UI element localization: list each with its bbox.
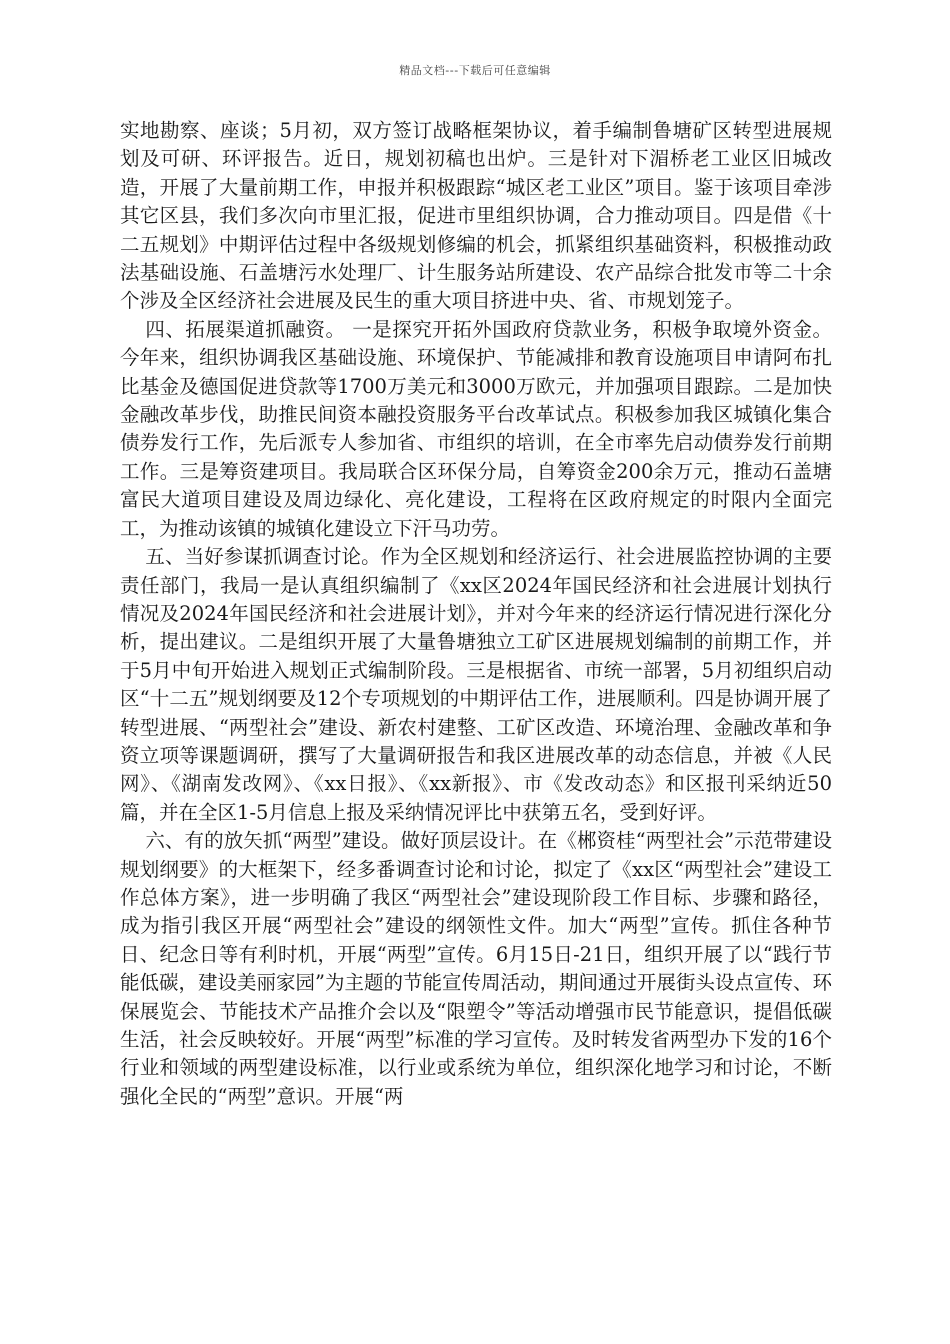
paragraph-research: 五、当好参谋抓调查讨论。作为全区规划和经济运行、社会进展监控协调的主要责任部门，我局一是认真组织编制了《xx区2024年国民经济和社会进展计划执行情况及2024年国民经济和社会进展计划》，并对今年来的经济运行情况进行深化分析，提出建议。二是组织开展了大量鲁塘独立工矿区进展规划编制的前期工作，并于5月中旬开始进入规划正式编制阶段。三是根据省、市统一部署，5月初组织启动区“十二五”规划纲要及12个专项规划的中期评估工作，进展顺利。四是协调开展了转型进展、“两型社会”建设、新农村建整、工矿区改造、环境治理、金融改革和争资立项等课题调研，撰写了大量调研报告和我区进展改革的动态信息，并被《人民网》、《湖南发改网》、《xx日报》、《xx新报》、市《发改动态》和区报刊采纳近50篇，并在全区1-5月信息上报及采纳情况评比中获第五名，受到好评。 [120,545,832,824]
paragraph-continuation: 实地勘察、座谈；5月初，双方签订战略框架协议，着手编制鲁塘矿区转型进展规划及可研、环评报告。近日，规划初稿也出炉。三是针对下湄桥老工业区旧城改造，开展了大量前期工作，申报并积极跟踪“城区老工业区”项目。鉴于该项目牵涉其它区县，我们多次向市里汇报，促进市里组织协调，合力推动项目。四是借《十二五规划》中期评估过程中各级规划修编的机会，抓紧组织基础资料，积极推动政法基础设施、石盖塘污水处理厂、计生服务站所建设、农产品综合批发市等二十余个涉及全区经济社会进展及民生的重大项目挤进中央、省、市规划笼子。 [120,119,832,313]
paragraph-two-type-society: 六、有的放矢抓“两型”建设。做好顶层设计。在《郴资桂“两型社会”示范带建设规划纲要》的大框架下，经多番调查讨论和讨论，拟定了《xx区“两型社会”建设工作总体方案》，进一步明确了我区“两型社会”建设现阶段工作目标、步骤和路径，成为指引我区开展“两型社会”建设的纲领性文件。加大“两型”宣传。抓住各种节日、纪念日等有利时机，开展“两型”宣传。6月15日-21日，组织开展了以“践行节能低碳，建设美丽家园”为主题的节能宣传周活动，期间通过开展街头设点宣传、环保展览会、节能技术产品推介会以及“限塑令”等活动增强市民节能意识，提倡低碳生活，社会反映较好。开展“两型”标准的学习宣传。及时转发省两型办下发的16个行业和领域的两型建设标准，以行业或系统为单位，组织深化地学习和讨论，不断强化全民的“两型”意识。开展“两 [120,829,832,1108]
document-body [120,117,832,1111]
page-header: 精品文档---下载后可任意编辑 [399,64,551,77]
paragraph-financing: 四、拓展渠道抓融资。 一是探究开拓外国政府贷款业务，积极争取境外资金。今年来，组织协调我区基础设施、环境保护、节能减排和教育设施项目申请阿布扎比基金及德国促进贷款等1700万美元和3000万欧元，并加强项目跟踪。二是加快金融改革步伐，助推民间资本融投资服务平台改革试点。积极参加我区城镇化集合债券发行工作，先后派专人参加省、市组织的培训，在全市率先启动债券发行前期工作。三是筹资建项目。我局联合区环保分局，自筹资金200余万元，推动石盖塘富民大道项目建设及周边绿化、亮化建设，工程将在区政府规定的时限内全面完工，为推动该镇的城镇化建设立下汗马功劳。 [120,317,832,540]
